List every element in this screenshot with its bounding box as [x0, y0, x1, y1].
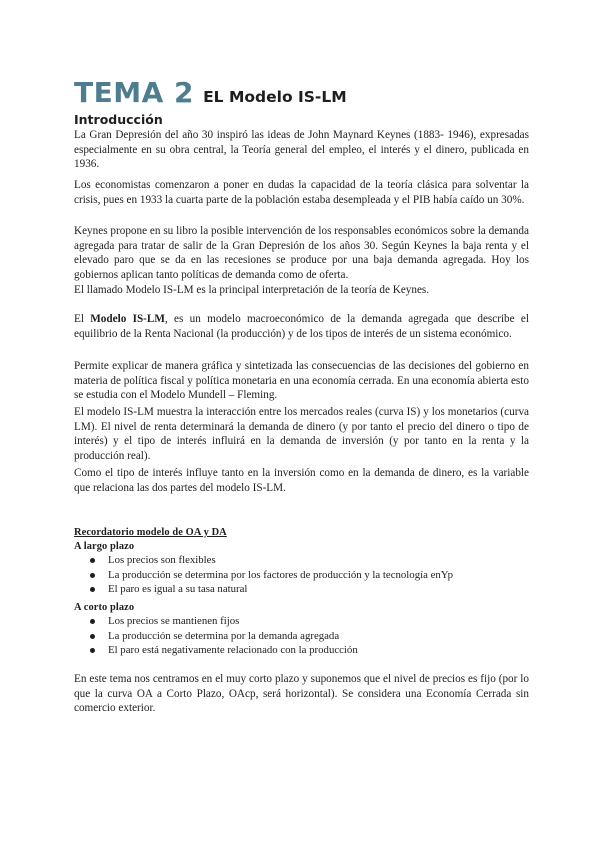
model-p1-pre: El: [74, 313, 91, 325]
short-term-heading: A corto plazo: [74, 602, 135, 613]
list-item: La producción se determina por los factores de producción y la tecnología enYp: [74, 568, 529, 583]
intro-paragraph-3: Keynes propone en su libro la posible intervención de los responsables económicos sobre la demanda agregada para tratar de salir de la Gran Depresión de los años 30. Según Keynes la baja renta y el elevado paro que se da en las recesiones se produce por una baja demanda agregada. Hoy los gobiernos aplican tanto políticas de demanda como de oferta.: [74, 225, 529, 281]
list-item: El paro está negativamente relacionado con la producción: [74, 643, 529, 658]
bullet-icon: [90, 648, 95, 653]
long-term-heading: A largo plazo: [74, 541, 135, 552]
tema-label: TEMA 2: [74, 76, 194, 109]
bullet-icon: [90, 587, 95, 592]
intro-paragraph-2: Los economistas comenzaron a poner en dudas la capacidad de la teoría clásica para solventar la crisis, pues en 1933 la cuarta parte de la población estaba desempleada y el PIB había caído un 30%.: [74, 179, 529, 206]
intro-heading: Introducción: [74, 112, 163, 127]
bullet-icon: [90, 634, 95, 639]
model-p1-post: , es un modelo macroeconómico de la demanda agregada que describe el equilibrio de la Renta Nacional (la producción) y de los tipos de interés de un sistema económico.: [74, 313, 529, 340]
list-item: La producción se determina por la demanda agregada: [74, 629, 529, 644]
long-term-list: [74, 553, 529, 597]
model-paragraph-4: Como el tipo de interés influye tanto en la inversión como en la demanda de dinero, es la variable que relaciona las dos partes del modelo IS-LM.: [74, 467, 529, 494]
intro-paragraph-1: La Gran Depresión del año 30 inspiró las ideas de John Maynard Keynes (1883- 1946), expresadas especialmente en su obra central, la Teoría general del empleo, el interés y el dinero, publicada en 1936.: [74, 129, 529, 171]
model-name-bold: Modelo IS-LM: [90, 313, 165, 325]
model-paragraph-2: Permite explicar de manera gráfica y sintetizada las consecuencias de las decisiones del gobierno en materia de política fiscal y política monetaria en una economía cerrada. En una economía abierta esto se estudia con el Modelo Mundell – Fleming.: [74, 360, 529, 402]
model-paragraph-1: [74, 312, 529, 341]
document-title: [74, 76, 347, 109]
reminder-heading: Recordatorio modelo de OA y DA: [74, 527, 227, 538]
list-item: El paro es igual a su tasa natural: [74, 582, 529, 597]
model-paragraph-3: El modelo IS-LM muestra la interacción entre los mercados reales (curva IS) y los monetarios (curva LM). El nivel de renta determinará la demanda de dinero (y por tanto el precio del dinero o tipo de interés) y el tipo de interés influirá en la demanda de inversión (y por tanto en la renta y la producción real).: [74, 406, 529, 462]
closing-paragraph: En este tema nos centramos en el muy corto plazo y suponemos que el nivel de precios es fijo (por lo que la curva OA a Corto Plazo, OAcp, será horizontal). Se considera una Economía Cerrada sin comercio exterior.: [74, 673, 529, 715]
bullet-icon: [90, 558, 95, 563]
intro-paragraph-4: El llamado Modelo IS-LM es la principal interpretación de la teoría de Keynes.: [74, 284, 430, 296]
bullet-icon: [90, 619, 95, 624]
tema-subtitle: EL Modelo IS-LM: [203, 88, 347, 106]
bullet-icon: [90, 573, 95, 578]
short-term-list: [74, 614, 529, 658]
list-item: Los precios son flexibles: [74, 553, 529, 568]
list-item: Los precios se mantienen fijos: [74, 614, 529, 629]
